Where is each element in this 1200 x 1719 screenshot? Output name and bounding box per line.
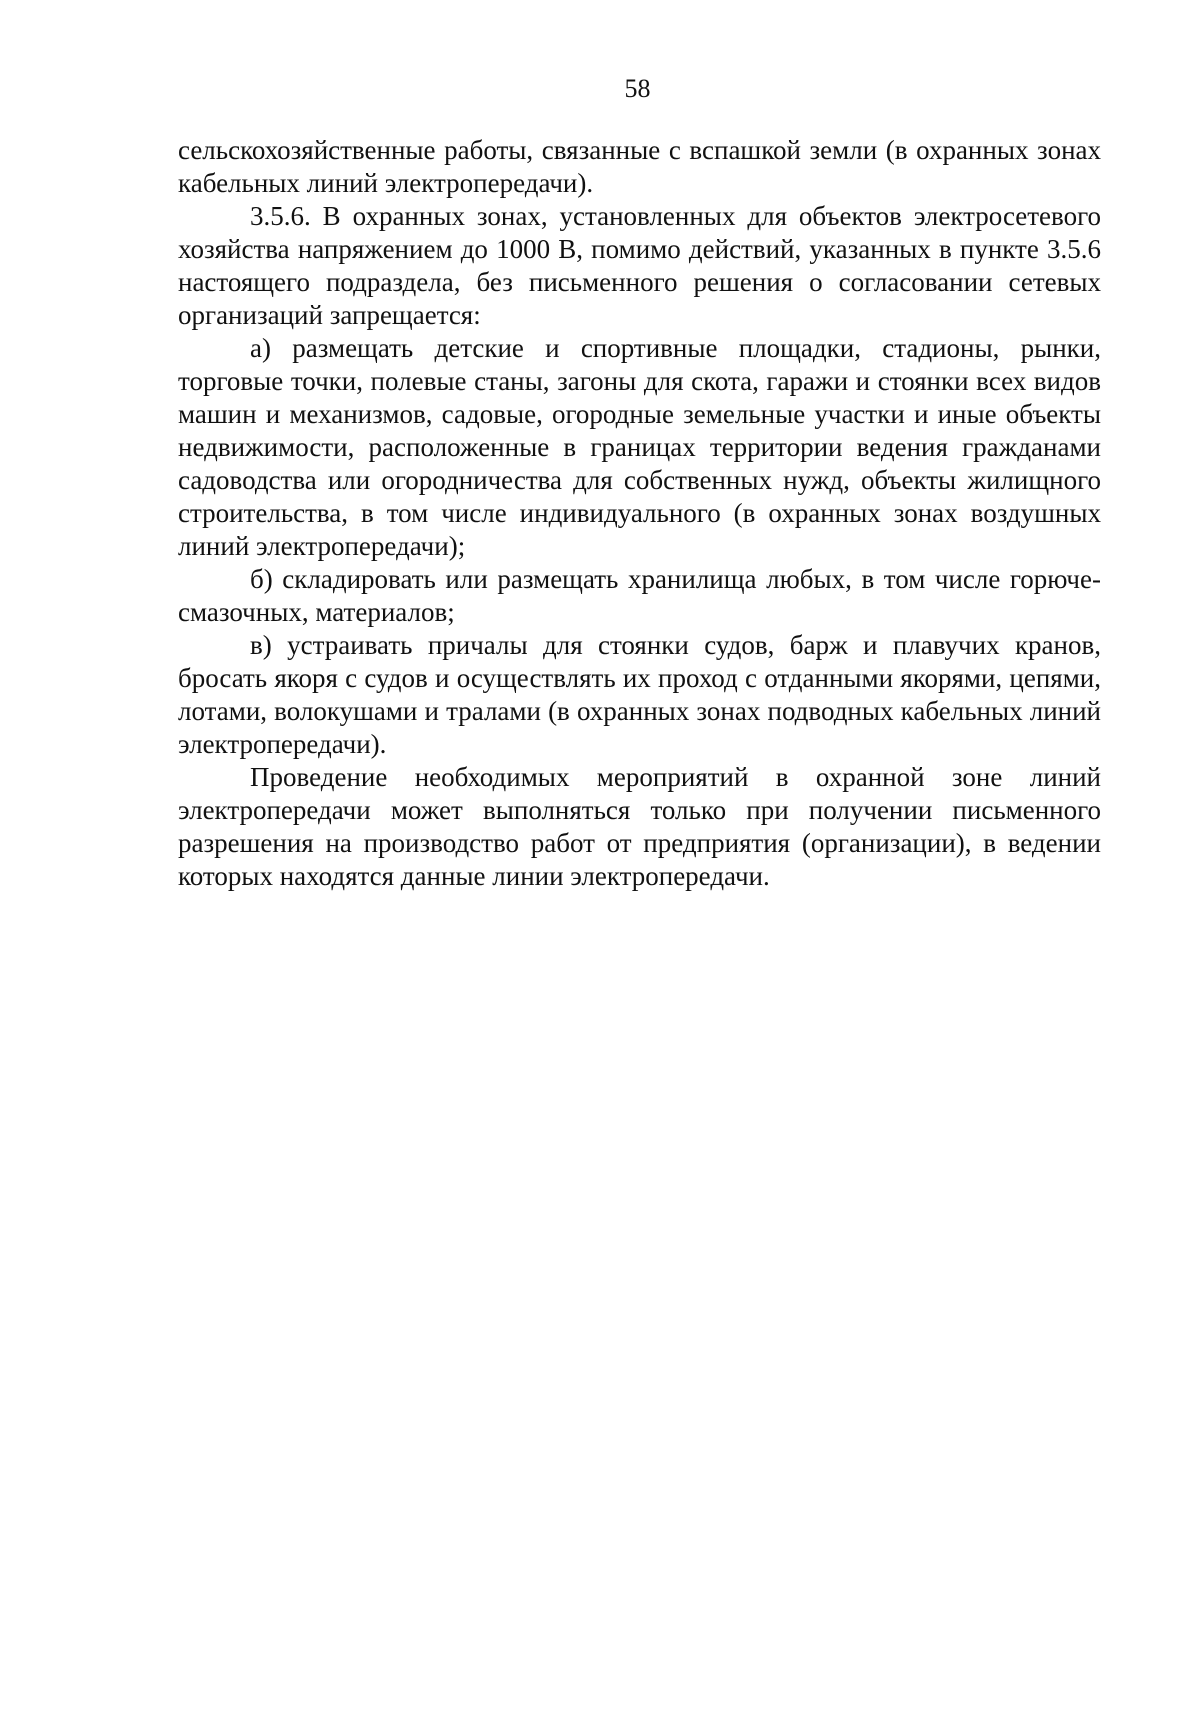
paragraph-conclusion: Проведение необходимых мероприятий в охранной зоне линий электропередачи может выполняться только при получении письменного разрешения на производство работ от предприятия (организации), в ведении которых находятся данные линии электропередачи. <box>178 762 1101 891</box>
paragraph-3-5-6: 3.5.6. В охранных зонах, установленных для объектов электросетевого хозяйства напряжением до 1000 В, помимо действий, указанных в пункте 3.5.6 настоящего подраздела, без письменного решения о согласовании сетевых организаций запрещается: <box>178 201 1101 330</box>
paragraph-item-a: а) размещать детские и спортивные площадки, стадионы, рынки, торговые точки, полевые станы, загоны для скота, гаражи и стоянки всех видов машин и механизмов, садовые, огородные земельные участки и иные объекты недвижимости, расположенные в границах территории ведения гражданами садоводства или огородничества для собственных нужд, объекты жилищного строительства, в том числе индивидуального (в охранных зонах воздушных линий электропередачи); <box>178 333 1101 561</box>
body-text <box>178 134 1101 893</box>
paragraph-item-v: в) устраивать причалы для стоянки судов, барж и плавучих кранов, бросать якоря с судов и осуществлять их проход с отданными якорями, цепями, лотами, волокушами и тралами (в охранных зонах подводных кабельных линий электропередачи). <box>178 630 1101 759</box>
page-number: 58 <box>624 74 651 103</box>
paragraph-continuation: сельскохозяйственные работы, связанные с вспашкой земли (в охранных зонах кабельных линий электропередачи). <box>178 135 1101 198</box>
paragraph-item-b: б) складировать или размещать хранилища любых, в том числе горюче-смазочных, материалов; <box>178 564 1101 627</box>
